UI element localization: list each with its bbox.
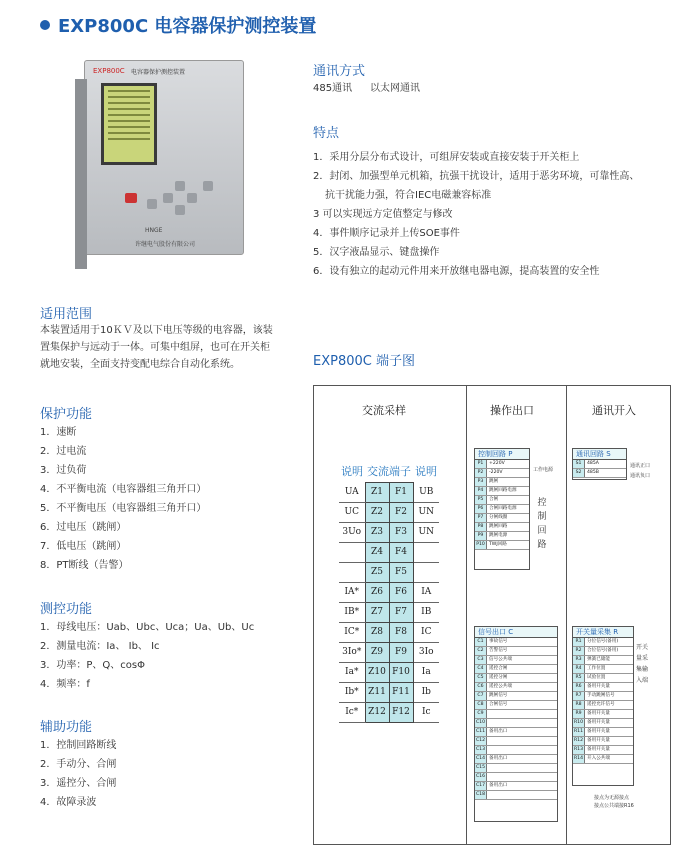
terminal-desc: 开入公共端 [587,756,610,761]
table-row: IC* Z8 F8 IC [339,622,439,642]
terminal-desc: 遥控允许信号 [587,702,615,707]
ctrl-side-label: 工作电源 [533,467,554,473]
ctrl-row [475,505,529,514]
terminal-desc: 工作位置 [587,666,606,671]
ctrl-row [475,460,529,469]
protection-item: 3．过负荷 [40,465,87,476]
col-ac-sampling: 交流采样 [362,404,406,417]
terminal-desc: 备用开关量 [587,684,610,689]
ctrl-row [475,541,529,550]
feature-item: 2．封闭、加强型单元机箱，抗强干扰设计，适用于恶劣环境，可靠性高、 [313,171,640,182]
ctrl-row [475,496,529,505]
input-row [573,692,633,701]
terminal-id: C5 [475,674,487,682]
feature-item: 6．设有独立的起动元件用来开放继电器电源，提高装置的安全性 [313,266,600,277]
terminal-id: C7 [475,692,487,700]
comm-circuit-box: 通讯回路 S S1 485A S2 485B [572,448,627,480]
terminal-id: C2 [475,647,487,655]
feature-item: 5．汉字液晶显示、键盘操作 [313,247,440,258]
protection-item: 8．PT断线（告警） [40,560,129,571]
terminal-desc: 备用开关量 [587,738,610,743]
terminal-desc: 分位信号(备用) [587,639,619,644]
relay-row [475,710,557,719]
terminal-id: P5 [475,496,487,504]
relay-row [475,773,557,782]
key-left-icon [163,193,173,203]
terminal-desc: +220V [489,461,505,466]
terminal-id: P8 [475,523,487,531]
relay-row [475,701,557,710]
ctrl-row [475,487,529,496]
key-down-icon [175,205,185,215]
relay-row [475,719,557,728]
terminal-desc: 弹簧已储能 [587,657,610,662]
table-row: Z5 F5 [339,562,439,582]
terminal-desc: 合位信号(备用) [587,648,619,653]
terminal-id: R10 [573,720,584,725]
relay-row [475,683,557,692]
input-row [573,683,633,692]
terminal-id: C8 [475,701,487,709]
input-row [573,656,633,665]
col-comm-input: 通讯开入 [592,404,636,417]
terminal-id: P4 [475,487,487,495]
terminal-id: R12 [573,738,584,743]
measure-list [40,618,254,694]
relay-row [475,647,557,656]
terminal-desc: 备用开关量 [587,747,610,752]
measure-item: 1．母线电压：Uab、Ubc、Uca；Ua、Ub、Uc [40,622,255,633]
terminal-id: R9 [573,710,585,718]
terminal-desc: 跳闸 [489,479,499,484]
relay-row [475,638,557,647]
input-row [573,674,633,683]
relay-row [475,791,557,800]
control-circuit-box: 控制回路 P P1 +220V P2 -220V P3 跳闸 P4 跳闸回路电源 P5 合闸 P6 合闸回路电源 P7 分闸线圈 P8 跳闸回路 P9 跳闸电源 P10 TWJ回路 [474,448,530,570]
terminal-desc: 485B [587,470,599,475]
relay-row [475,665,557,674]
terminal-desc: 跳闸回路电源 [489,488,517,493]
ctrl-row [475,478,529,487]
terminal-desc: TWJ回路 [489,542,507,547]
terminal-id: S2 [573,469,585,477]
terminal-desc [487,719,489,727]
features-heading: 特点 [313,126,340,141]
input-row [573,701,633,710]
table-header: 说明 交流端子 说明 [341,464,437,478]
terminal-desc: 备用出口 [489,756,508,761]
comm-row [573,469,626,478]
protection-item: 7．低电压（跳闸） [40,541,127,552]
terminal-id: R14 [573,756,584,761]
input-row [573,755,633,764]
terminal-desc: 485A [587,461,599,466]
terminal-desc: 手动跳闸信号 [587,693,615,698]
aux-list [40,736,116,812]
lcd-screen [101,83,157,165]
terminal-id: C1 [475,638,487,646]
device-brand: EXP800C [93,67,125,75]
terminal-id: C16 [475,774,486,779]
terminal-id: P3 [475,478,487,486]
input-side-label: 开关量采集输入端 [636,644,649,684]
terminal-id: P10 [475,541,487,549]
terminal-desc: 备用出口 [489,729,508,734]
aux-item: 4．故障录波 [40,797,97,808]
input-row [573,665,633,674]
table-row: Ib* Z11 F11 Ib [339,682,439,702]
terminal-desc: 事故信号 [489,639,508,644]
terminal-desc: 备用开关量 [587,729,610,734]
terminal-id: C12 [475,738,486,743]
table-row: IB* Z7 F7 IB [339,602,439,622]
terminal-id: C4 [475,665,487,673]
terminal-id: C6 [475,683,487,691]
terminal-desc: 备用开关量 [587,720,610,725]
terminal-id: R6 [573,683,585,691]
relay-row [475,755,557,764]
terminal-desc: 合闸 [489,497,499,502]
relay-row [475,728,557,737]
terminal-desc: -220V [489,470,503,475]
terminal-desc: 信号公共端 [489,657,512,662]
reset-button [125,193,137,203]
input-row [573,746,633,755]
protection-item: 4．不平衡电流（电容器组三角开口） [40,484,207,495]
protection-item: 6．过电压（跳闸） [40,522,127,533]
protection-heading: 保护功能 [40,407,93,422]
terminal-id: P2 [475,469,487,477]
relay-row [475,764,557,773]
feature-item: 3 可以实现远方定值整定与修改 [313,209,453,220]
measure-heading: 测控功能 [40,602,93,617]
comm-side-1: 通讯正口 [630,463,651,469]
ctrl-row [475,523,529,532]
terminal-desc: 遥控分闸 [489,675,508,680]
ctrl-circuit-label: 控制回路 [537,498,547,550]
ctrl-row [475,469,529,478]
input-row [573,710,633,719]
input-row [573,647,633,656]
scope-heading: 适用范围 [40,307,93,322]
key-esc-icon [147,199,157,209]
device-company: 许继电气股份有限公司 [135,241,196,248]
table-row: UC Z2 F2 UN [339,502,439,522]
terminal-id: C15 [475,765,486,770]
terminal-id: S1 [573,460,585,468]
terminal-desc: 跳闸电源 [489,533,508,538]
terminal-id: C9 [475,710,487,718]
device-screen-title: 电容器保护测控装置 [131,69,186,76]
aux-item: 1．控制回路断线 [40,740,117,751]
table-row: 3Uo Z3 F3 UN [339,522,439,542]
terminal-id: C10 [475,720,486,725]
relay-row [475,656,557,665]
comm-side-2: 通讯负口 [630,473,651,479]
diagram-heading: EXP800C 端子图 [313,354,415,369]
table-row: UA Z1 F1 UB [339,482,439,502]
table-row: IA* Z6 F6 IA [339,582,439,602]
protection-list [40,423,206,575]
terminal-desc [487,764,489,772]
terminal-desc: 合闸回路电源 [489,506,517,511]
terminal-id: C17 [475,783,486,788]
terminal-id: R13 [573,747,584,752]
terminal-id: C3 [475,656,487,664]
terminal-id: P1 [475,460,487,468]
terminal-id: R7 [573,692,585,700]
comm-item-2: 以太网通讯 [370,83,420,94]
table-row: 3Io* Z9 F9 3Io [339,642,439,662]
ctrl-row [475,514,529,523]
terminal-desc: 合闸信号 [489,702,508,707]
relay-row [475,674,557,683]
terminal-desc [487,746,489,754]
measure-item: 4．频率：f [40,679,90,690]
terminal-id: R4 [573,665,585,673]
measure-item: 2．测量电流：Ia、 Ib、 Ic [40,641,160,652]
relay-row [475,746,557,755]
terminal-desc [487,710,489,718]
terminal-id: C18 [475,792,486,797]
terminal-id: R1 [573,638,585,646]
terminal-id: R2 [573,647,585,655]
comm-heading: 通讯方式 [313,64,366,79]
terminal-id: R5 [573,674,585,682]
protection-item: 1．速断 [40,427,77,438]
table-row: Ic* Z12 F12 Ic [339,702,439,722]
key-right-icon [187,193,197,203]
terminal-diagram [313,385,671,845]
table-row: Ia* Z10 F10 Ia [339,662,439,682]
features-list [313,148,693,281]
protection-item: 2．过电流 [40,446,87,457]
input-row [573,719,633,728]
terminal-desc: 试验位置 [587,675,606,680]
input-note-1: 接点为无源接点 [594,795,630,801]
terminal-desc: 告警信号 [489,648,508,653]
terminal-desc: 遥控合闸 [489,666,508,671]
terminal-desc [487,737,489,745]
terminal-desc: 跳闸回路 [489,524,508,529]
feature-item: 4．事件顺序记录并上传SOE事件 [313,228,460,239]
relay-row [475,782,557,791]
key-enter-icon [203,181,213,191]
terminal-desc: 遥控公共端 [489,684,512,689]
scope-text: 本装置适用于10ＫＶ及以下电压等级的电容器，该装 置集保护与远动于一体。可集中组屏，也可在开关柜 就地安装，全面支持变配电综合自动化系统。 [40,325,273,370]
terminal-id: P7 [475,514,487,522]
key-up-icon [175,181,185,191]
aux-heading: 辅助功能 [40,720,93,735]
measure-item: 3．功率：P、Q、cosΦ [40,660,145,671]
bullet-icon [40,20,50,30]
comm-row [573,460,626,469]
terminal-desc: 分闸线圈 [489,515,508,520]
protection-item: 5．不平衡电压（电容器组三角开口） [40,503,207,514]
terminal-desc: 备用开关量 [587,711,610,716]
terminal-desc: 备用出口 [489,783,508,788]
feature-item: 抗干扰能力强，符合IEC电磁兼容标准 [325,190,492,201]
page-title: EXP800C 电容器保护测控装置 [40,12,316,38]
col-operation-output: 操作出口 [490,404,534,417]
input-row [573,728,633,737]
terminal-id: P9 [475,532,487,540]
signal-output-box: 信号出口 C C1 事故信号 C2 告警信号 C3 信号公共端 C4 遥控合闸 C5 遥控分闸 C6 遥控公共端 C7 跳闸信号 C8 合闸信号 C9 C10 C11 备用出口 C12 C13 C14 备用出口 C15 C16 C17 备用出口 C18 [474,626,558,822]
feature-item: 1．采用分层分布式设计，可组屏安装或直接安装于开关柜上 [313,152,580,163]
terminal-desc: 跳闸信号 [489,693,508,698]
input-row [573,638,633,647]
terminal-id: P6 [475,505,487,513]
relay-row [475,692,557,701]
input-note-2: 接点公共端接R16 [594,803,634,809]
comm-item-1: 485通讯 [313,83,353,94]
table-row: Z4 F4 [339,542,439,562]
ctrl-row [475,532,529,541]
device-logo: HNGE [145,227,163,234]
switch-input-box: 开关量采集 R R1 分位信号(备用) R2 合位信号(备用) R3 弹簧已储能 R4 工作位置 R5 试验位置 R6 备用开关量 R7 手动跳闸信号 R8 遥控允许信号 R9 备用开关量 R10 备用开关量 R11 备用开关量 R12 备用开关量 R13 备用开关量 R14 开入公共端 [572,626,634,786]
device-image [84,60,244,255]
aux-item: 3．遥控分、合闸 [40,778,117,789]
ac-terminal-table [339,460,439,723]
terminal-id: R3 [573,656,585,664]
relay-row [475,737,557,746]
terminal-id: C11 [475,729,486,734]
terminal-id: C14 [475,756,486,761]
terminal-desc [487,773,489,781]
terminal-desc [487,791,489,799]
terminal-id: R11 [573,729,584,734]
terminal-id: R8 [573,701,585,709]
aux-item: 2．手动分、合闸 [40,759,117,770]
input-row [573,737,633,746]
terminal-id: C13 [475,747,486,752]
